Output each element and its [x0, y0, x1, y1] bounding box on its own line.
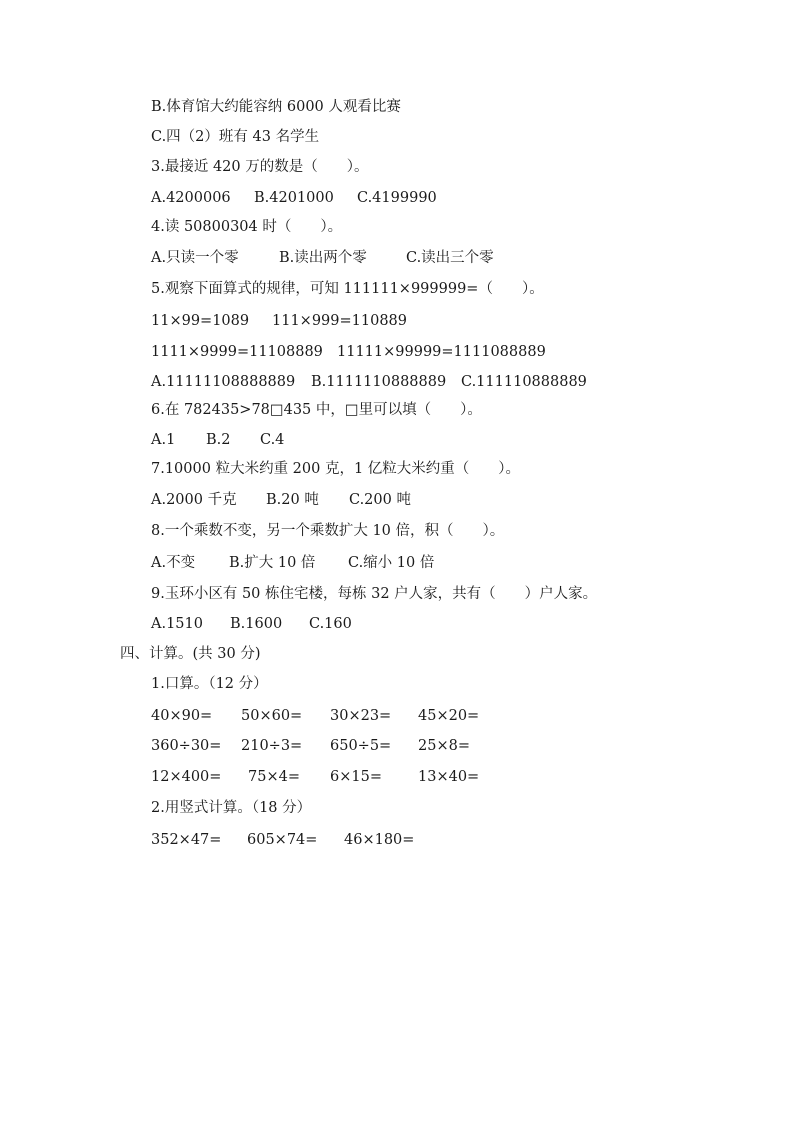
q5-pattern-3: 1111×9999=11108889 [151, 344, 323, 360]
oral-calc-item: 6×15= [330, 769, 382, 785]
vertical-calc-item: 46×180= [344, 832, 415, 848]
q8-option-c: C.缩小 10 倍 [348, 555, 435, 571]
oral-calc-item: 13×40= [418, 769, 480, 785]
q5-stem: 5.观察下面算式的规律，可知 111111×999999=（ ）。 [151, 281, 544, 297]
q6-option-b: B.2 [206, 432, 231, 448]
section-4-heading: 四、计算。(共 30 分) [120, 646, 261, 662]
vertical-calc-item: 605×74= [247, 832, 318, 848]
oral-calc-row-3 [151, 767, 479, 787]
q7-option-c: C.200 吨 [349, 492, 411, 508]
q5-pattern-2: 111×999=110889 [272, 313, 408, 329]
oral-calc-item: 75×4= [248, 769, 300, 785]
q3-option-b: B.4201000 [254, 190, 334, 206]
oral-calc-row-1 [151, 706, 479, 726]
oral-calc-item: 30×23= [330, 708, 392, 724]
q6-option-c: C.4 [260, 432, 285, 448]
q9-option-b: B.1600 [230, 616, 283, 632]
q7-stem: 7.10000 粒大米约重 200 克，1 亿粒大米约重（ ）。 [151, 461, 521, 477]
q5-pattern-row-2 [151, 342, 546, 362]
q8-options [151, 553, 434, 573]
q5-options [151, 372, 587, 392]
q7-option-a: A.2000 千克 [151, 492, 237, 508]
oral-calc-title: 1.口算。（12 分） [151, 676, 268, 692]
q5-pattern-1: 11×99=1089 [151, 313, 250, 329]
q6-stem: 6.在 782435>78□435 中，□里可以填（ ）。 [151, 402, 482, 418]
q7-options [151, 490, 411, 510]
q3-options [151, 188, 437, 208]
q3-option-a: A.4200006 [151, 190, 231, 206]
vertical-calc-title: 2.用竖式计算。（18 分） [151, 800, 312, 816]
q2-option-b: B.体育馆大约能容纳 6000 人观看比赛 [151, 99, 401, 115]
oral-calc-row-2 [151, 736, 470, 756]
q2-option-c: C.四（2）班有 43 名学生 [151, 129, 320, 145]
q6-options [151, 430, 284, 450]
q9-option-c: C.160 [309, 616, 352, 632]
q4-option-a: A.只读一个零 [151, 250, 239, 266]
q5-pattern-4: 11111×99999=1111088889 [337, 344, 546, 360]
q4-option-b: B.读出两个零 [279, 250, 367, 266]
q5-option-c: C.111110888889 [461, 374, 587, 390]
q4-options [151, 248, 494, 268]
vertical-calc-row [151, 830, 414, 850]
vertical-calc-item: 352×47= [151, 832, 222, 848]
q4-option-c: C.读出三个零 [406, 250, 494, 266]
oral-calc-item: 40×90= [151, 708, 213, 724]
q8-option-a: A.不变 [151, 555, 196, 571]
q5-option-b: B.1111110888889 [311, 374, 447, 390]
oral-calc-item: 650÷5= [330, 738, 392, 754]
oral-calc-item: 50×60= [241, 708, 303, 724]
q3-stem: 3.最接近 420 万的数是（ ）。 [151, 159, 369, 175]
q3-option-c: C.4199990 [357, 190, 437, 206]
q6-option-a: A.1 [151, 432, 176, 448]
q8-stem: 8.一个乘数不变，另一个乘数扩大 10 倍，积（ ）。 [151, 523, 505, 539]
q9-option-a: A.1510 [151, 616, 203, 632]
q7-option-b: B.20 吨 [266, 492, 319, 508]
q9-options [151, 614, 352, 634]
q4-stem: 4.读 50800304 时（ ）。 [151, 219, 343, 235]
q5-pattern-row-1 [151, 311, 407, 331]
oral-calc-item: 45×20= [418, 708, 480, 724]
oral-calc-item: 12×400= [151, 769, 222, 785]
oral-calc-item: 210÷3= [241, 738, 303, 754]
q9-stem: 9.玉环小区有 50 栋住宅楼，每栋 32 户人家，共有（ ）户人家。 [151, 586, 598, 602]
oral-calc-item: 360÷30= [151, 738, 222, 754]
q5-option-a: A.11111108888889 [151, 374, 296, 390]
oral-calc-item: 25×8= [418, 738, 470, 754]
q8-option-b: B.扩大 10 倍 [229, 555, 316, 571]
